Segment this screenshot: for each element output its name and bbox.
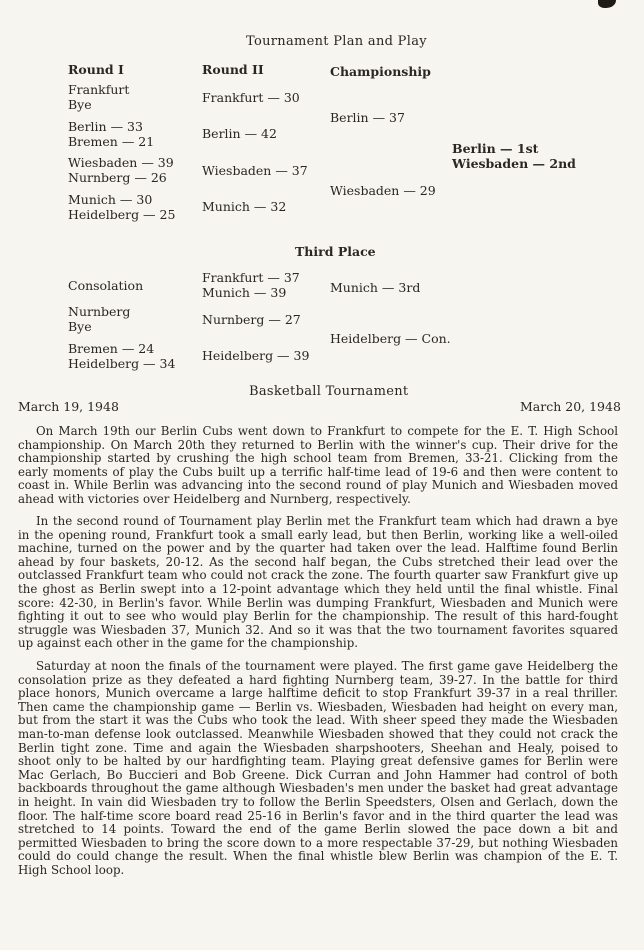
round1-match-2 <box>68 119 154 149</box>
team-entry: Munich — 39 <box>202 285 287 300</box>
round2-entry: Munich — 32 <box>202 199 287 214</box>
team-entry: Munich — 30 <box>68 192 153 207</box>
date-right: March 20, 1948 <box>520 399 621 414</box>
round2-entry: Frankfurt — 30 <box>202 90 300 105</box>
team-entry: Bremen — 24 <box>68 341 155 356</box>
article-paragraph-1: On March 19th our Berlin Cubs went down to Frankfurt to compete for the E. T. High School championship. On March 20th they returned to Berlin with the winner's cup. Their drive for the championship started by crushing the high school team from Bremen, 33-21. Clicking from the early moments of play the Cubs built up a terrific half-time lead of 19-6 and then were content to coast in. While Berlin was advancing into the second round of play Munich and Wiesbaden moved ahead with victories over Heidelberg and Nurnberg, respectively. <box>18 424 618 506</box>
round1-match-1 <box>68 82 129 112</box>
championship-header: Championship <box>330 64 431 79</box>
round1-match-3 <box>68 155 174 185</box>
final-results <box>452 141 576 171</box>
round2-header: Round II <box>202 62 264 77</box>
team-entry: Heidelberg — 34 <box>68 356 176 371</box>
article-title: Basketball Tournament <box>249 384 409 399</box>
round2-entry: Wiesbaden — 37 <box>202 163 308 178</box>
heidelberg-result: Heidelberg — Con. <box>330 331 451 346</box>
championship-entry: Berlin — 37 <box>330 110 405 125</box>
consolation-r2-entry: Heidelberg — 39 <box>202 348 310 363</box>
team-entry: Nurnberg <box>68 304 131 319</box>
round1-header: Round I <box>68 62 124 77</box>
article-paragraph-2: In the second round of Tournament play Berlin met the Frankfurt team which had drawn a bye in the opening round, Frankfurt took a small early lead, but then Berlin, working like a well-oiled machine, turned on the power and by the quarter had taken over the lead. Halftime found Berlin ahead by four baskets, 20-12. As the second half began, the Cubs stretched their lead over the outclassed Frankfurt team who could not crack the zone. The fourth quarter saw Frankfurt give up the ghost as Berlin swept into a 12-point advantage which they held until the final whistle. Final score: 42-30, in Berlin's favor. While Berlin was dumping Frankfurt, Wiesbaden and Munich were fighting it out to see who would play Berlin for the championship. The result of this hard-fought struggle was Wiesbaden 37, Munich 32. And so it was that the two tournament favorites squared up against each other in the game for the championship. <box>18 514 618 651</box>
consolation-match-1 <box>68 304 130 334</box>
team-entry: Bremen — 21 <box>68 134 155 149</box>
second-place: Wiesbaden — 2nd <box>452 156 576 171</box>
team-entry: Frankfurt — 37 <box>202 270 300 285</box>
munich-result: Munich — 3rd <box>330 280 421 295</box>
consolation-r2-entry: Nurnberg — 27 <box>202 312 301 327</box>
date-left: March 19, 1948 <box>18 399 119 414</box>
article-paragraph-3: Saturday at noon the finals of the tournament were played. The first game gave Heidelberg the consolation prize as they defeated a hard fighting Nurnberg team, 39-27. In the battle for third place honors, Munich overcame a large halftime deficit to stop Frankfurt 39-37 in a real thriller. Then came the championship game — Berlin vs. Wiesbaden, Wiesbaden had height on every man, but from the start it was the Cubs who took the lead. With sheer speed they made the Wiesbaden man-to-man defense look outclassed. Meanwhile Wiesbaden showed that they could not crack the Berlin tight zone. Time and again the Wiesbaden sharpshooters, Sheehan and Healy, poised to shoot only to be halted by our hardfighting team. Playing great defensive games for Berlin were Mac Gerlach, Bo Buccieri and Bob Greene. Dick Curran and John Hammer had control of both backboards throughout the game although Wiesbaden's men under the basket had great advantage in height. In vain did Wiesbaden try to follow the Berlin Speedsters, Olsen and Gerlach, down the floor. The half-time score board read 25-16 in Berlin's favor and in the third quarter the lead was stretched to 14 points. Toward the end of the game Berlin slowed the pace down a bit and permitted Wiesbaden to bring the score down to a more respectable 37-29, but nothing Wiesbaden could do could change the result. When the final whistle blew Berlin was champion of the E. T. High School loop. <box>18 659 618 877</box>
third-place-pair <box>202 270 300 300</box>
team-entry: Wiesbaden — 39 <box>68 155 174 170</box>
round1-match-4 <box>68 192 175 222</box>
consolation-label: Consolation <box>68 278 144 293</box>
team-entry: Heidelberg — 25 <box>68 207 176 222</box>
ink-blot <box>598 0 616 8</box>
team-entry: Frankfurt <box>68 82 130 97</box>
first-place: Berlin — 1st <box>452 141 539 156</box>
team-entry: Bye <box>68 97 92 112</box>
team-entry: Bye <box>68 319 92 334</box>
team-entry: Nurnberg — 26 <box>68 170 167 185</box>
consolation-match-2 <box>68 341 175 371</box>
championship-entry: Wiesbaden — 29 <box>330 183 436 198</box>
third-place-title: Third Place <box>295 244 376 259</box>
plan-title: Tournament Plan and Play <box>246 34 427 49</box>
round2-entry: Berlin — 42 <box>202 126 277 141</box>
team-entry: Berlin — 33 <box>68 119 143 134</box>
